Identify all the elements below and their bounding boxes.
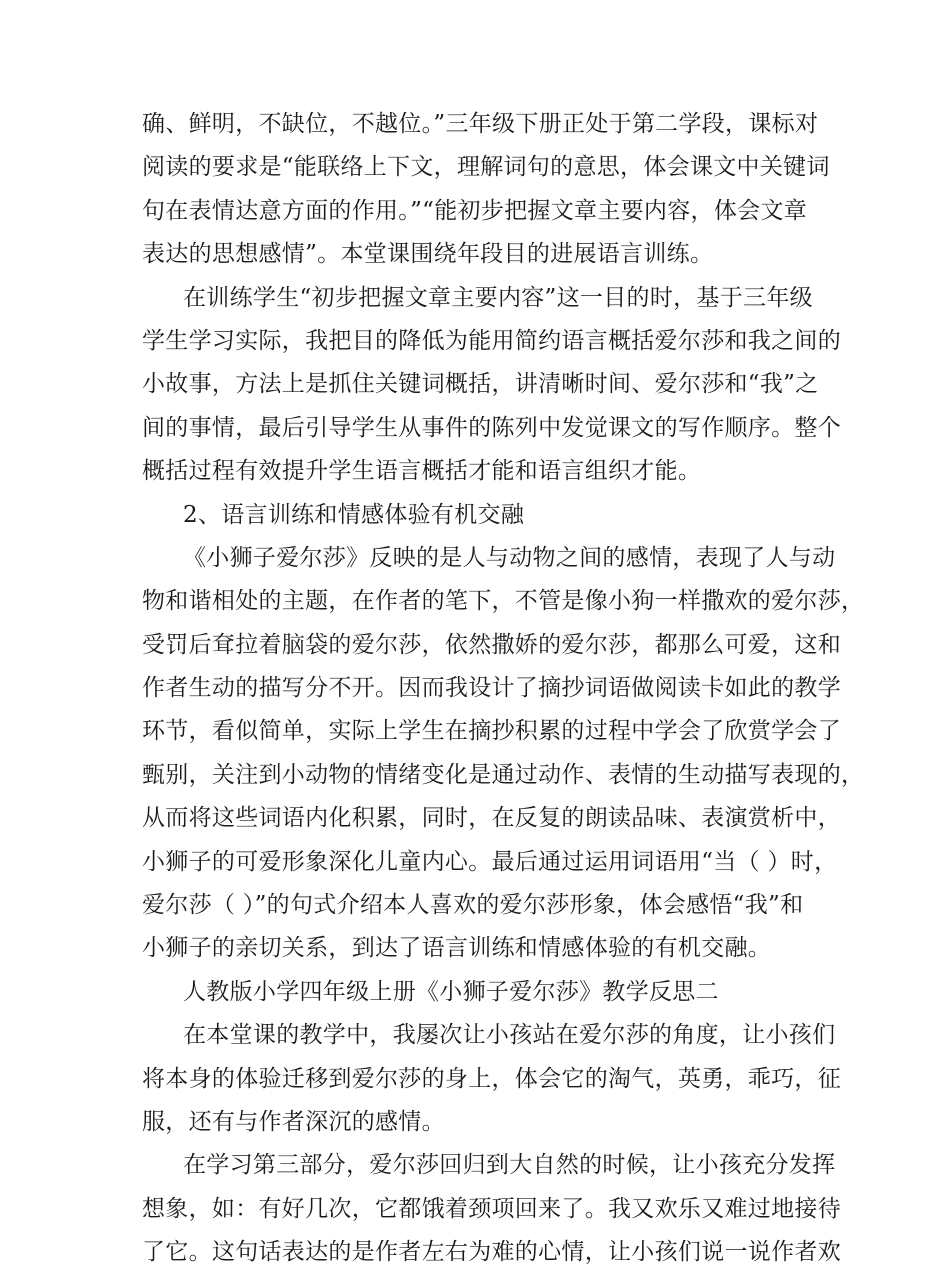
- text-line: 间的事情，最后引导学生从事件的陈列中发觉课文的写作顺序。整个: [142, 414, 841, 441]
- text-line: 作者生动的描写分不开。因而我设计了摘抄词语做阅读卡如此的教学: [142, 675, 841, 702]
- text-line: 确、鲜明，不缺位，不越位。”三年级下册正处于第二学段，课标对: [142, 111, 819, 137]
- text-line: 《小狮子爱尔莎》反映的是人与动物之间的感情，表现了人与动: [183, 544, 836, 571]
- text-line: 物和谐相处的主题，在作者的笔下，不管是像小狗一样撒欢的爱尔莎，: [142, 588, 865, 615]
- text-line: 想象，如：有好几次，它都饿着颈项回来了。我又欢乐又难过地接待: [142, 1195, 841, 1222]
- text-line: 受罚后耷拉着脑袋的爱尔莎，依然撒娇的爱尔莎，都那么可爱，这和: [142, 631, 841, 658]
- text-line: 概括过程有效提升学生语言概括才能和语言组织才能。: [142, 458, 702, 485]
- document-body: [142, 103, 865, 1275]
- text-line: 句在表情达意方面的作用。”“能初步把握文章主要内容，体会文章: [142, 197, 808, 224]
- text-line: 表达的思想感情”。本堂课围绕年段目的进展语言训练。: [142, 241, 714, 268]
- text-line: 在训练学生“初步把握文章主要内容”这一目的时，基于三年级: [183, 284, 813, 311]
- text-line: 从而将这些词语内化积累，同时，在反复的朗读品味、表演赏析中，: [142, 805, 841, 832]
- text-line: 小故事，方法上是抓住关键词概括，讲清晰时间、爱尔莎和“我”之: [142, 371, 819, 398]
- text-line: 了它。这句话表达的是作者左右为难的心情，让小孩们说一说作者欢: [142, 1239, 841, 1266]
- text-line: 在学习第三部分，爱尔莎回归到大自然的时候，让小孩充分发挥: [183, 1152, 836, 1179]
- text-line: 服，还有与作者深沉的感情。: [142, 1108, 445, 1135]
- text-line: 将本身的体验迁移到爱尔莎的身上，体会它的淘气，英勇，乖巧，征: [142, 1065, 841, 1092]
- section-title: 人教版小学四年级上册《小狮子爱尔莎》教学反思二: [183, 978, 719, 1005]
- section-heading: 2、语言训练和情感体验有机交融: [183, 501, 525, 528]
- text-line: 在本堂课的教学中，我屡次让小孩站在爱尔莎的角度，让小孩们: [183, 1022, 836, 1049]
- text-line: 学生学习实际，我把目的降低为能用简约语言概括爱尔莎和我之间的: [142, 327, 841, 354]
- text-line: 爱尔莎（ ）”的句式介绍本人喜欢的爱尔莎形象，体会感悟“我”和: [142, 892, 804, 919]
- text-line: 环节，看似简单，实际上学生在摘抄积累的过程中学会了欣赏学会了: [142, 718, 841, 745]
- text-line: 小狮子的可爱形象深化儿童内心。最后通过运用词语用“当（ ）时，: [142, 848, 838, 875]
- text-line: 阅读的要求是“能联络上下文，理解词句的意思，体会课文中关键词: [142, 154, 830, 181]
- text-line: 甄别，关注到小动物的情绪变化是通过动作、表情的生动描写表现的，: [142, 761, 865, 788]
- text-line: 小狮子的亲切关系，到达了语言训练和情感体验的有机交融。: [142, 935, 772, 962]
